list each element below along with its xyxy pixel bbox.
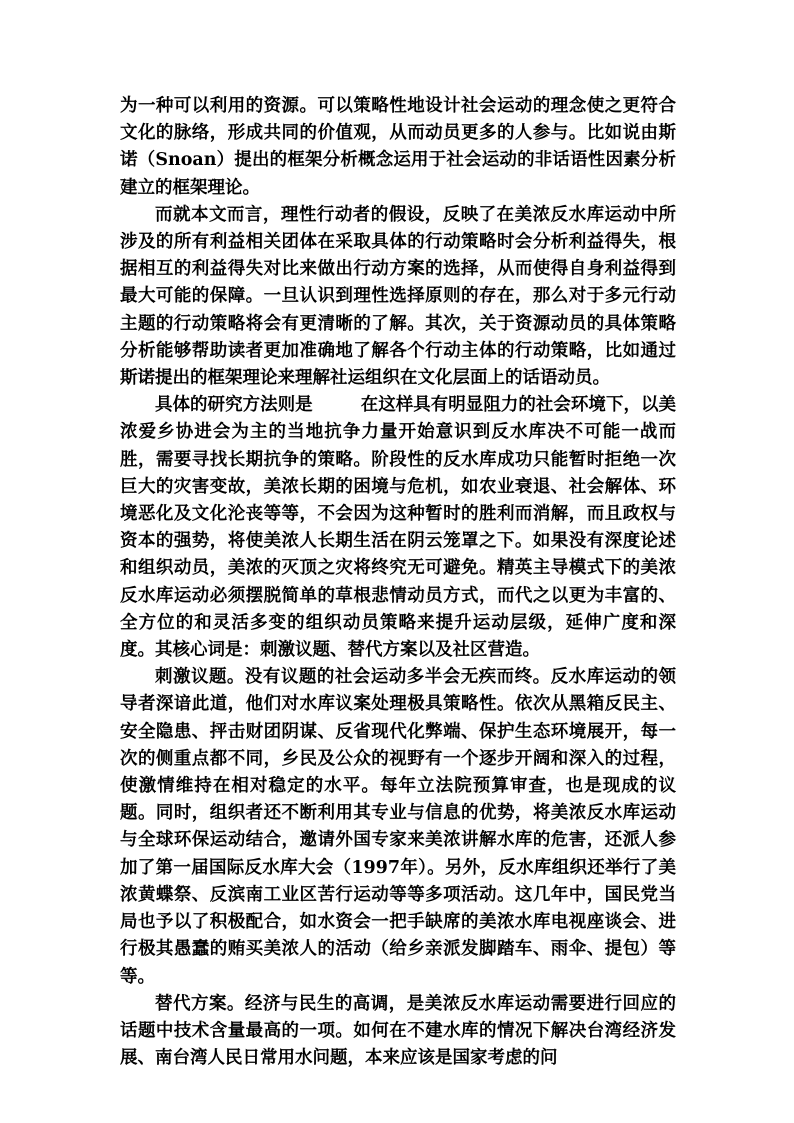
paragraph-1: 为一种可以利用的资源。可以策略性地设计社会运动的理念使之更符合文化的脉络，形成共同的价值观，从而动员更多的人参与。比如说由斯诺（Snoan）提出的框架分析概念运用于社会运动的非话语性因素分析建立的框架理论。: [120, 96, 676, 198]
paragraph-3-lead: 具体的研究方法则是: [155, 395, 313, 416]
paragraph-3: [120, 392, 676, 664]
paragraph-4: 刺激议题。没有议题的社会运动多半会无疾而终。反水库运动的领导者深谙此道，他们对水库议案处理极具策略性。依次从黑箱反民主、安全隐患、抨击财团阴谋、反省现代化弊端、保护生态环境展开，每一次的侧重点都不同，乡民及公众的视野有一个逐步开阔和深入的过程，使激情维持在相对稳定的水平。每年立法院预算审查，也是现成的议题。同时，组织者还不断利用其专业与信息的优势，将美浓反水库运动与全球环保运动结合，邀请外国专家来美浓讲解水库的危害，还派人参加了第一届国际反水库大会（1997年）。另外，反水库组织还举行了美浓黄蝶祭、反滨南工业区苦行运动等等多项活动。这几年中，国民党当局也予以了积极配合，如水资会一把手缺席的美浓水库电视座谈会、进行极其愚蠢的贿买美浓人的活动（给乡亲派发脚踏车、雨伞、提包）等等。: [120, 667, 676, 987]
paragraph-5: 替代方案。经济与民生的高调，是美浓反水库运动需要进行回应的话题中技术含量最高的一项。如何在不建水库的情况下解决台湾经济发展、南台湾人民日常用水问题，本来应该是国家考虑的问: [120, 993, 676, 1069]
paragraph-2: 而就本文而言，理性行动者的假设，反映了在美浓反水库运动中所涉及的所有利益相关团体在采取具体的行动策略时会分析利益得失，根据相互的利益得失对比来做出行动方案的选择，从而使得自身利益得到最大可能的保障。一旦认识到理性选择原则的存在，那么对于多元行动主题的行动策略将会有更清晰的了解。其次，关于资源动员的具体策略分析能够帮助读者更加准确地了解各个行动主体的行动策略，比如通过斯诺提出的框架理论来理解社运组织在文化层面上的话语动员。: [120, 204, 676, 389]
paragraph-3-body: 在这样具有明显阻力的社会环境下，以美浓爱乡协进会为主的当地抗争力量开始意识到反水库决不可能一战而胜，需要寻找长期抗争的策略。阶段性的反水库成功只能暂时拒绝一次巨大的灾害变故，美浓长期的困境与危机，如农业衰退、社会解体、环境恶化及文化沦丧等等，不会因为这种暂时的胜利而消解，而且政权与资本的强势，将使美浓人长期生活在阴云笼罩之下。如果没有深度论述和组织动员，美浓的灭顶之灾将终究无可避免。精英主导模式下的美浓反水库运动必须摆脱简单的草根悲情动员方式，而代之以更为丰富的、全方位的和灵活多变的组织动员策略来提升运动层级，延伸广度和深度。其核心词是：刺激议题、替代方案以及社区营造。: [120, 395, 677, 661]
body-text: [120, 93, 676, 1072]
